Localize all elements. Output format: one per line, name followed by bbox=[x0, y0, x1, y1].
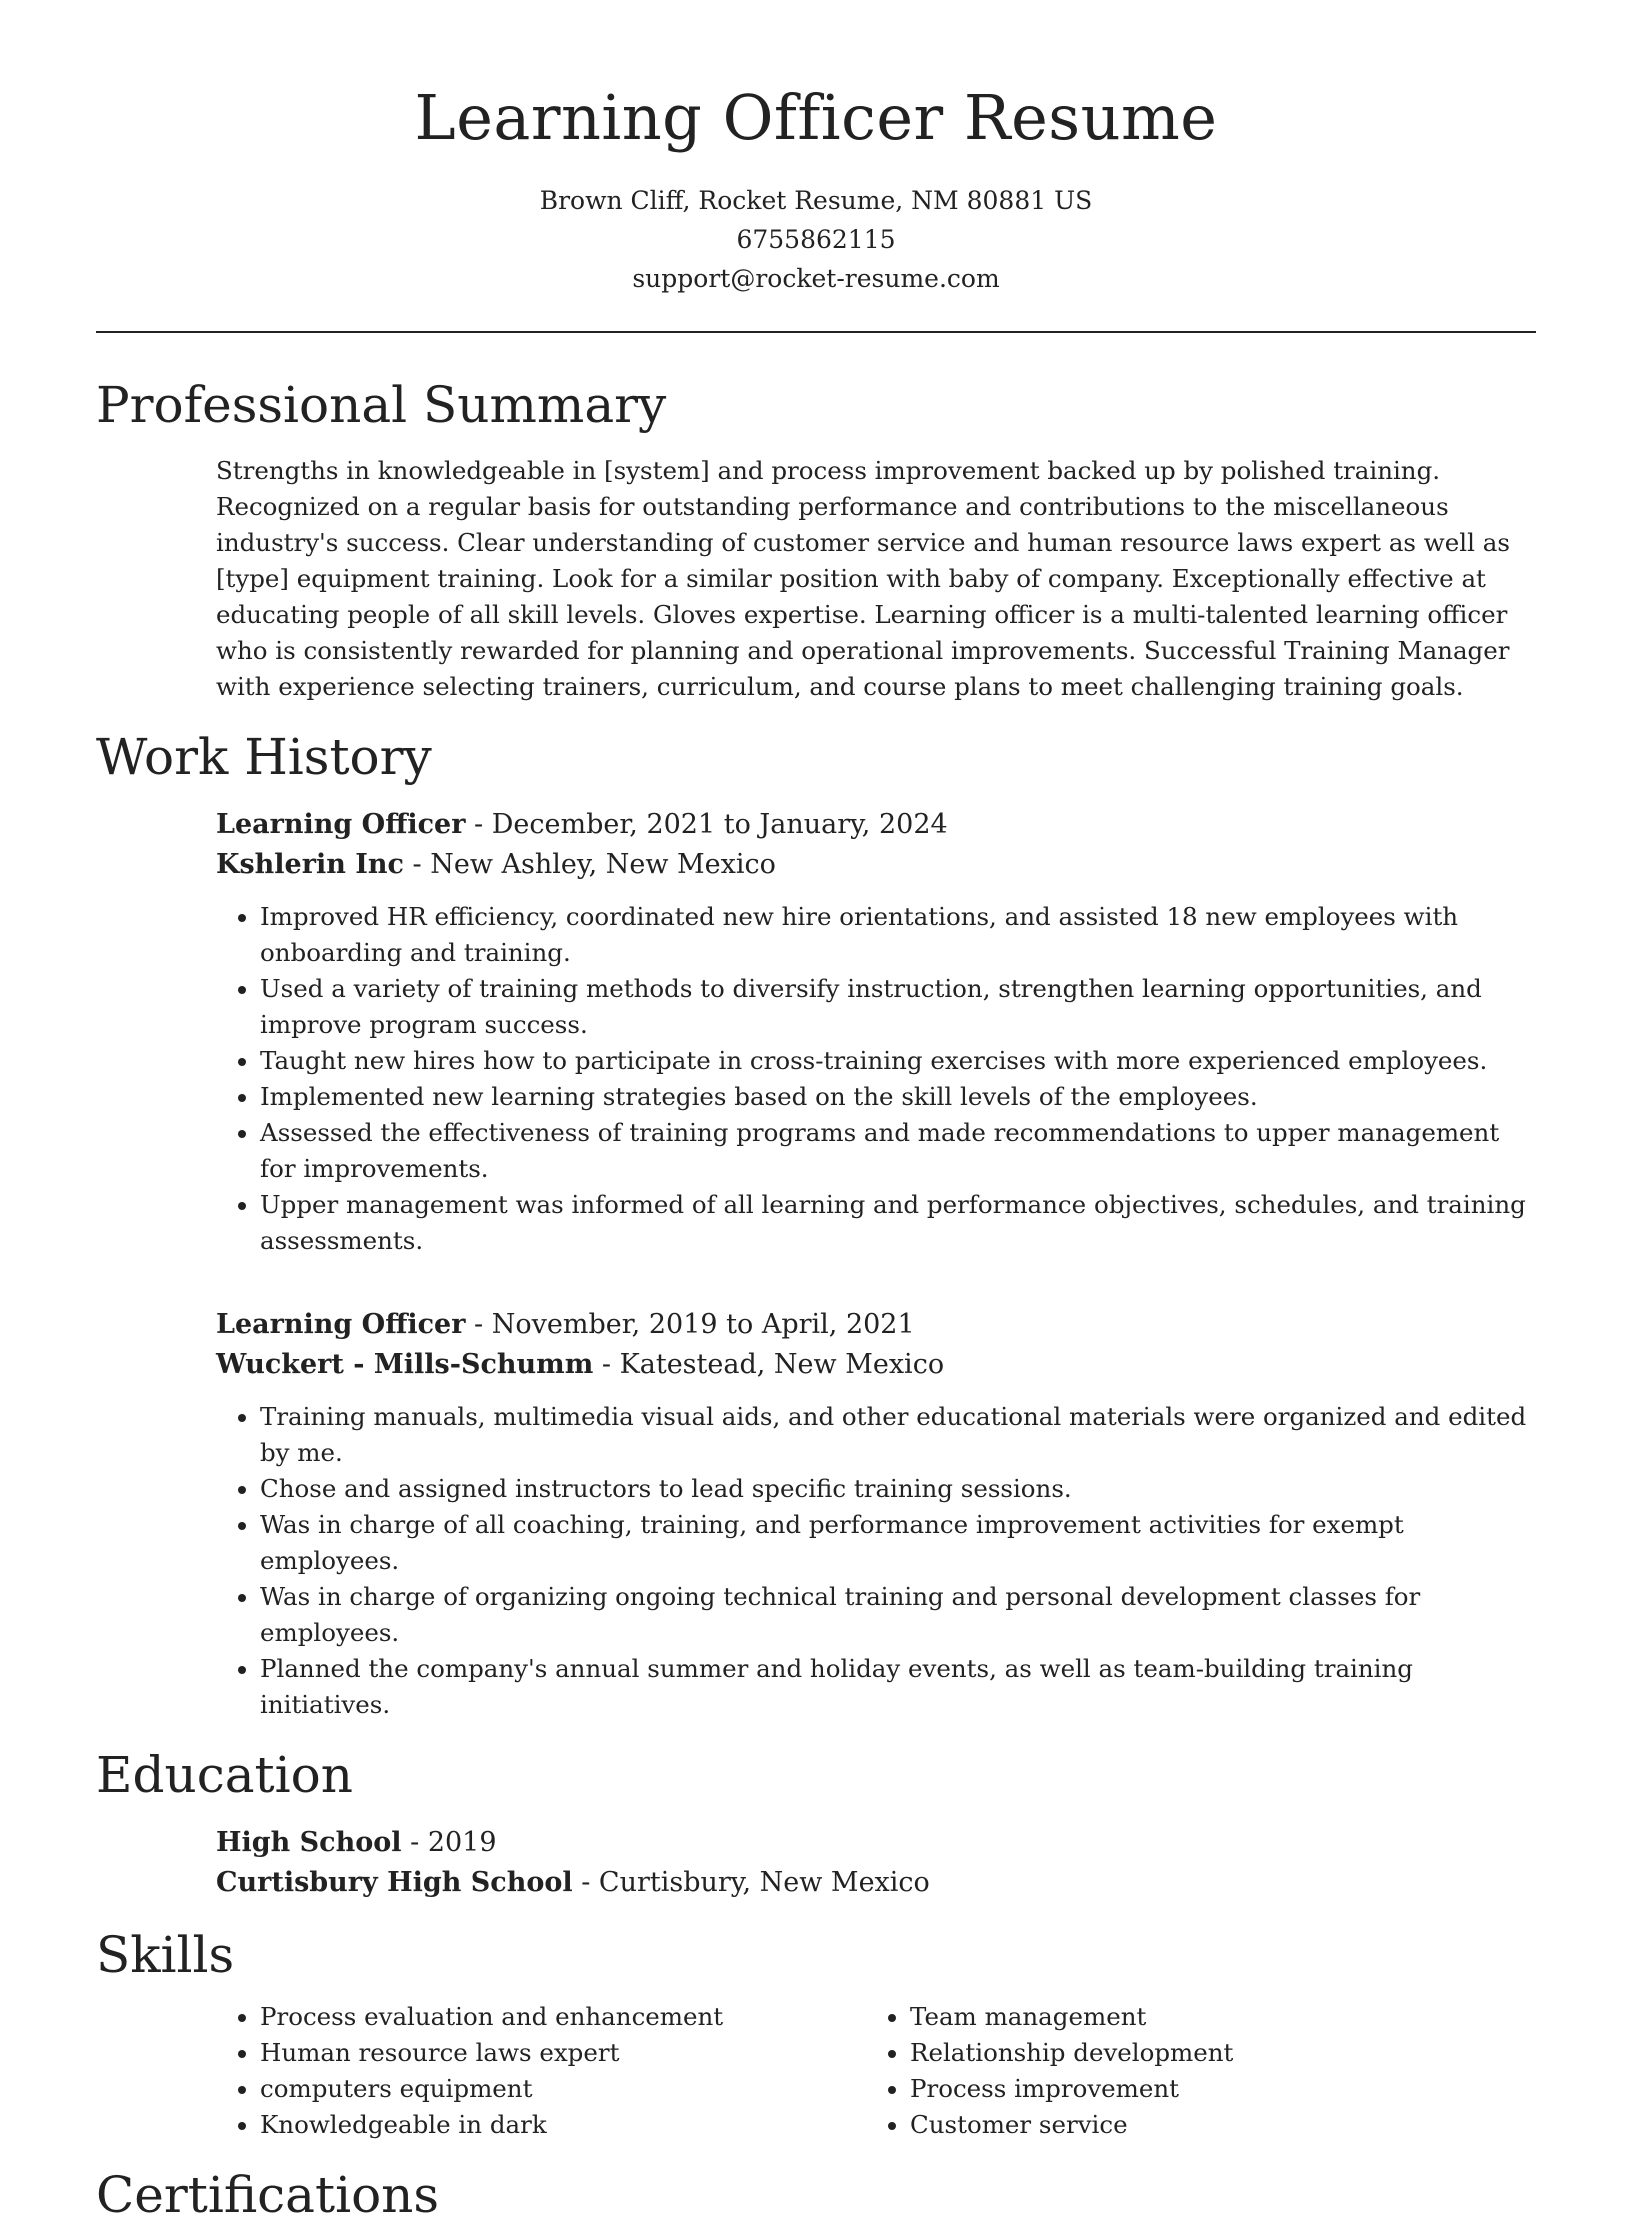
list-item: • Improved HR efficiency, coordinated new hire orientations, and assisted 18 new employees with onboarding and training. bbox=[260, 899, 1536, 971]
list-item: • Process improvement bbox=[910, 2071, 1516, 2107]
education-degree: High School bbox=[216, 1827, 402, 1859]
list-item: • Implemented new learning strategies based on the skill levels of the employees. bbox=[260, 1079, 1536, 1115]
list-item: • Team management bbox=[910, 1999, 1516, 2035]
contact-address: Brown Cliff, Rocket Resume, NM 80881 US bbox=[539, 186, 1093, 216]
skills-section bbox=[96, 1925, 1536, 2143]
list-item: • Used a variety of training methods to diversify instruction, strengthen learning opportunities, and improve program success. bbox=[260, 971, 1536, 1043]
education-school: Curtisbury High School bbox=[216, 1867, 573, 1899]
job-title: Learning Officer bbox=[216, 1309, 466, 1341]
contact-phone: 6755862115 bbox=[736, 225, 896, 255]
list-item: • Upper management was informed of all learning and performance objectives, schedules, and training assessments. bbox=[260, 1187, 1536, 1259]
job-entry bbox=[216, 805, 1536, 1259]
list-item: • Relationship development bbox=[910, 2035, 1516, 2071]
education-degree-line bbox=[216, 1823, 1536, 1863]
list-item: • Planned the company's annual summer and holiday events, as well as team-building training initiatives. bbox=[260, 1651, 1536, 1723]
summary-section bbox=[96, 375, 1536, 705]
list-item: • Chose and assigned instructors to lead specific training sessions. bbox=[260, 1471, 1536, 1507]
list-item: • computers equipment bbox=[260, 2071, 866, 2107]
job-entry bbox=[216, 1305, 1536, 1723]
job-company-line bbox=[216, 845, 1536, 885]
education-school-line bbox=[216, 1863, 1536, 1903]
education-section bbox=[96, 1745, 1536, 1903]
job-company: Wuckert - Mills-Schumm bbox=[216, 1349, 594, 1381]
certifications-heading: Certifications bbox=[96, 2166, 440, 2225]
contact-email: support@rocket-resume.com bbox=[632, 264, 1000, 294]
contact-info bbox=[96, 181, 1536, 298]
list-item: • Taught new hires how to participate in cross-training exercises with more experienced employees. bbox=[260, 1043, 1536, 1079]
education-year: - 2019 bbox=[401, 1827, 497, 1859]
work-history-heading: Work History bbox=[96, 728, 432, 787]
summary-heading: Professional Summary bbox=[96, 376, 667, 435]
job-bullets bbox=[216, 899, 1536, 1259]
resume-title: Learning Officer Resume bbox=[414, 81, 1218, 154]
list-item: • Knowledgeable in dark bbox=[260, 2107, 866, 2143]
skills-list-left bbox=[216, 1999, 866, 2143]
work-history-section bbox=[96, 727, 1536, 1723]
certifications-section bbox=[96, 2165, 1536, 2225]
list-item: • Was in charge of all coaching, training, and performance improvement activities for exempt employees. bbox=[260, 1507, 1536, 1579]
job-bullets bbox=[216, 1399, 1536, 1723]
education-location: - Curtisbury, New Mexico bbox=[572, 1867, 930, 1899]
job-location: - Katestead, New Mexico bbox=[593, 1349, 945, 1381]
job-location: - New Ashley, New Mexico bbox=[403, 849, 776, 881]
skills-columns bbox=[216, 1999, 1536, 2143]
job-company: Kshlerin Inc bbox=[216, 849, 404, 881]
education-heading: Education bbox=[96, 1746, 353, 1805]
job-title: Learning Officer bbox=[216, 809, 466, 841]
job-company-line bbox=[216, 1345, 1536, 1385]
list-item: • Process evaluation and enhancement bbox=[260, 1999, 866, 2035]
job-title-line bbox=[216, 805, 1536, 845]
list-item: • Customer service bbox=[910, 2107, 1516, 2143]
list-item: • Assessed the effectiveness of training programs and made recommendations to upper management for improvements. bbox=[260, 1115, 1536, 1187]
header-divider bbox=[96, 331, 1536, 333]
resume-header bbox=[96, 0, 1536, 298]
list-item: • Human resource laws expert bbox=[260, 2035, 866, 2071]
skills-list-right bbox=[866, 1999, 1516, 2143]
summary-text: Strengths in knowledgeable in [system] and process improvement backed up by polished training. Recognized on a regular basis for outstanding performance and contributions to the miscellaneous industry's success. Clear understanding of customer service and human resource laws expert as well as [type] equipment training. Look for a similar position with baby of company. Exceptionally effective at educating people of all skill levels. Gloves expertise. Learning officer is a multi-talented learning officer who is consistently rewarded for planning and operational improvements. Successful Training Manager with experience selecting trainers, curriculum, and course plans to meet challenging training goals. bbox=[216, 456, 1510, 702]
list-item: • Training manuals, multimedia visual aids, and other educational materials were organized and edited by me. bbox=[260, 1399, 1536, 1471]
job-dates: - December, 2021 to January, 2024 bbox=[465, 809, 948, 841]
job-dates: - November, 2019 to April, 2021 bbox=[465, 1309, 915, 1341]
job-title-line bbox=[216, 1305, 1536, 1345]
list-item: • Was in charge of organizing ongoing technical training and personal development classes for employees. bbox=[260, 1579, 1536, 1651]
skills-heading: Skills bbox=[96, 1926, 235, 1985]
